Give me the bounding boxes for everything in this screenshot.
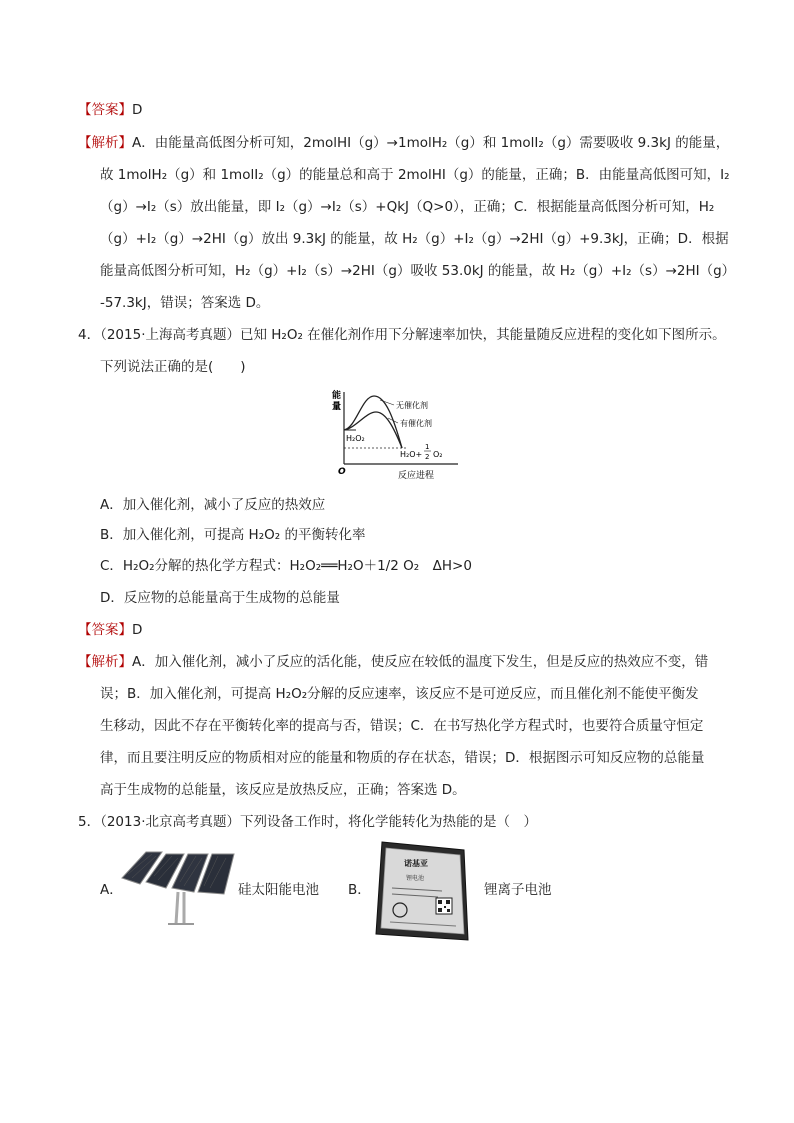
leader-no-catalyst	[380, 400, 394, 405]
q4-answer: D	[132, 622, 143, 638]
q4-answer-line	[78, 620, 142, 640]
q5-stem-text: （2013·北京高考真题）下列设备工作时，将化学能转化为热能的是（ ）	[100, 814, 537, 830]
solar-panel-image	[118, 848, 240, 928]
q3-analysis-line-3: （g）→I₂（s）放出能量，即 I₂（g）→I₂（s）+QkJ（Q>0），正确；C．根据能量高低图分析可知，H₂	[100, 199, 715, 215]
q4-analysis-line-5: 高于生成物的总能量，该反应是放热反应，正确；答案选 D。	[100, 782, 466, 798]
label-no-catalyst: 无催化剂	[396, 401, 428, 410]
xlabel: 反应进程	[398, 471, 435, 480]
q3-analysis-line-4: （g）+I₂（g）→2HI（g）放出 9.3kJ 的能量，故 H₂（g）+I₂（g）→2HI（g）+9.3kJ，正确；D．根据	[100, 231, 729, 247]
q4-option-c: C．H₂O₂分解的热化学方程式：H₂O₂══H₂O＋1/2 O₂ ΔH>0	[100, 558, 472, 574]
label-catalyst: 有催化剂	[400, 419, 432, 428]
analysis-label: 【解析】	[78, 654, 132, 670]
q5-option-a-letter: A．	[100, 882, 123, 898]
q4-stem-text: （2015·上海高考真题）已知 H₂O₂ 在催化剂作用下分解速率加快，其能量随反应进程的变化如下图所示。	[100, 327, 726, 343]
q4-option-b: B．加入催化剂，可提高 H₂O₂ 的平衡转化率	[100, 527, 366, 543]
label-reactant: H₂O₂	[346, 434, 365, 443]
q5-stem-line	[78, 812, 537, 832]
q5-option-a-text: 硅太阳能电池	[238, 882, 319, 898]
battery-label-2: 锂电池	[406, 875, 425, 882]
q3-answer: D	[132, 102, 143, 118]
q4-number: 4．	[78, 327, 101, 343]
panel-post	[176, 892, 178, 924]
answer-label: 【答案】	[78, 102, 132, 118]
q4-option-a: A．加入催化剂，减小了反应的热效应	[100, 497, 326, 513]
q3-answer-line	[78, 100, 142, 120]
label-product-frac-num: 1	[425, 443, 430, 451]
q5-number: 5．	[78, 814, 101, 830]
q5-option-b-text: 锂离子电池	[484, 882, 552, 898]
label-product-suffix: O₂	[433, 450, 443, 459]
q4-analysis-line-4: 律，而且要注明反应的物质相对应的能量和物质的存在状态，错误；D．根据图示可知反应物的总能量	[100, 750, 705, 766]
q3-analysis-line-6: -57.3kJ，错误；答案选 D。	[100, 295, 270, 311]
origin-label: O	[338, 467, 346, 477]
q4-stem-line-2: 下列说法正确的是( )	[100, 359, 246, 375]
q4-stem-line-1	[78, 325, 726, 345]
q5-option-b-letter: B．	[348, 882, 371, 898]
q4-analysis-text: A．加入催化剂，减小了反应的活化能，使反应在较低的温度下发生，但是反应的热效应不变，错	[132, 654, 709, 670]
ylabel-1: 能	[332, 391, 342, 401]
ylabel-2: 量	[332, 402, 342, 412]
q4-analysis-line-1	[78, 652, 708, 672]
q3-analysis-text: A．由能量高低图分析可知，2molHI（g）→1molH₂（g）和 1molI₂（g）需要吸收 9.3kJ 的能量，	[132, 135, 730, 151]
q4-analysis-line-3: 生移动，因此不存在平衡转化率的提高与否，错误；C．在书写热化学方程式时，也要符合质量守恒定	[100, 718, 704, 734]
label-product-frac-den: 2	[425, 453, 430, 461]
q3-analysis-line-5: 能量高低图分析可知，H₂（g）+I₂（s）→2HI（g）吸收 53.0kJ 的能量，故 H₂（g）+I₂（s）→2HI（g）	[100, 263, 736, 279]
answer-label: 【答案】	[78, 622, 132, 638]
analysis-label: 【解析】	[78, 135, 132, 151]
q3-analysis-line-1	[78, 133, 729, 153]
battery-label-1: 诺基亚	[404, 859, 428, 868]
lithium-battery-image	[372, 836, 478, 944]
q3-analysis-line-2: 故 1molH₂（g）和 1molI₂（g）的能量总和高于 2molHI（g）的能量，正确；B．由能量高低图可知，I₂	[100, 167, 730, 183]
q4-analysis-line-2: 误；B．加入催化剂，可提高 H₂O₂分解的反应速率，该反应不是可逆反应，而且催化剂不能使平衡发	[100, 686, 699, 702]
q4-option-d: D．反应物的总能量高于生成物的总能量	[100, 590, 340, 606]
label-product-prefix: H₂O+	[400, 450, 423, 459]
energy-diagram	[330, 388, 470, 480]
